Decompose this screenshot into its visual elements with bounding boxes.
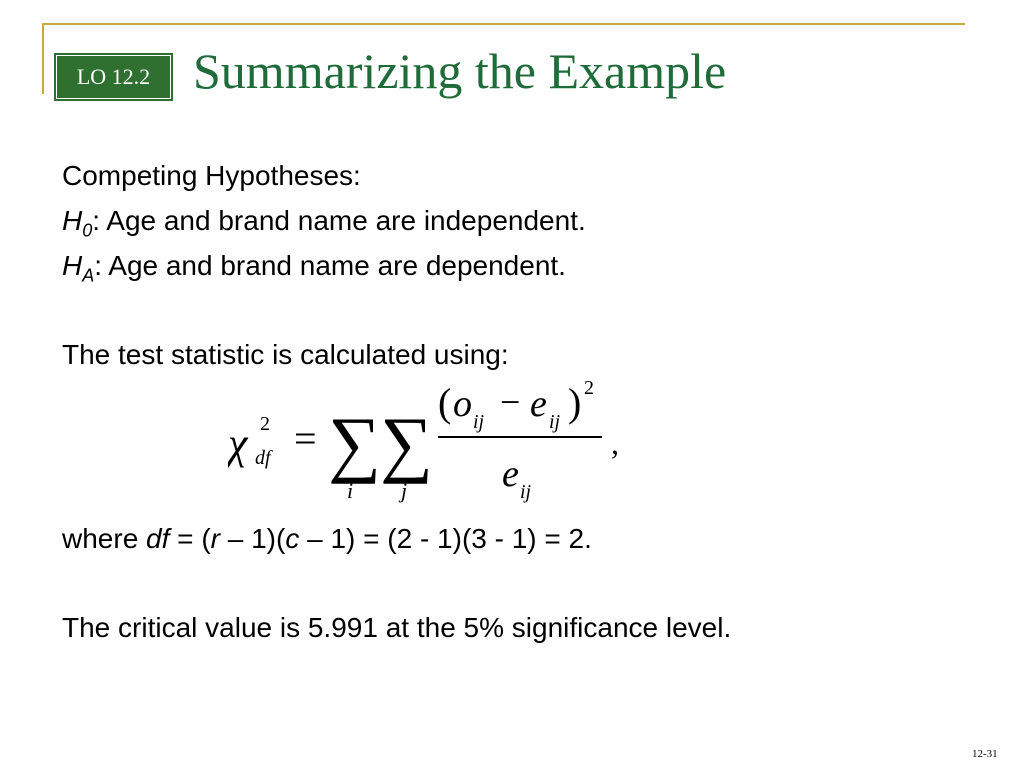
df-where: where bbox=[62, 523, 147, 554]
df-line bbox=[62, 524, 592, 555]
sum-symbol-i: ∑ bbox=[328, 403, 381, 485]
h0-symbol: H bbox=[62, 205, 83, 236]
null-hypothesis bbox=[62, 206, 586, 241]
numerator-open-paren: ( bbox=[438, 380, 452, 425]
lo-badge bbox=[56, 55, 171, 99]
df-mid: – 1)( bbox=[219, 523, 286, 554]
denominator-subscript: ij bbox=[520, 481, 532, 503]
df-r: r bbox=[210, 523, 220, 554]
observed-subscript: ij bbox=[473, 411, 485, 433]
observed-symbol: o bbox=[453, 383, 472, 425]
denominator-symbol: e bbox=[502, 453, 519, 495]
equals-sign: = bbox=[294, 416, 317, 461]
chi-square-formula bbox=[228, 378, 648, 508]
df-rest: – 1) = (2 - 1)(3 - 1) = 2. bbox=[299, 523, 592, 554]
df-symbol: df bbox=[146, 523, 170, 554]
df-c: c bbox=[285, 523, 300, 554]
ha-subscript: A bbox=[82, 265, 95, 286]
expected-symbol: e bbox=[530, 383, 547, 425]
frame-left-line bbox=[42, 23, 44, 94]
sum-symbol-j: ∑ bbox=[380, 403, 433, 485]
df-eq1: = ( bbox=[169, 523, 211, 554]
slide-title: Summarizing the Example bbox=[193, 43, 727, 99]
ha-symbol: H bbox=[62, 250, 83, 281]
chi-symbol: χ bbox=[228, 419, 248, 468]
critical-value-text: The critical value is 5.991 at the 5% significance level. bbox=[62, 612, 732, 643]
chi-superscript: 2 bbox=[260, 413, 270, 435]
page-number: 12-31 bbox=[972, 748, 998, 760]
expected-subscript: ij bbox=[549, 411, 561, 433]
numerator-close-paren: ) bbox=[568, 380, 582, 425]
numerator-exponent: 2 bbox=[584, 378, 594, 399]
h0-subscript: 0 bbox=[82, 220, 93, 241]
formula-comma: , bbox=[611, 425, 619, 461]
test-statistic-text: The test statistic is calculated using: bbox=[62, 339, 509, 370]
sum-index-j: j bbox=[401, 478, 408, 503]
lo-badge-label: LO 12.2 bbox=[76, 64, 151, 89]
ha-text: : Age and brand name are dependent. bbox=[94, 250, 566, 281]
sum-index-i: i bbox=[347, 478, 354, 503]
minus-sign: − bbox=[500, 382, 521, 422]
frame-top-line bbox=[42, 23, 965, 25]
chi-subscript: df bbox=[255, 447, 271, 469]
alternative-hypothesis bbox=[62, 251, 566, 286]
h0-text: : Age and brand name are independent. bbox=[92, 205, 586, 236]
hypotheses-heading: Competing Hypotheses: bbox=[62, 160, 361, 191]
